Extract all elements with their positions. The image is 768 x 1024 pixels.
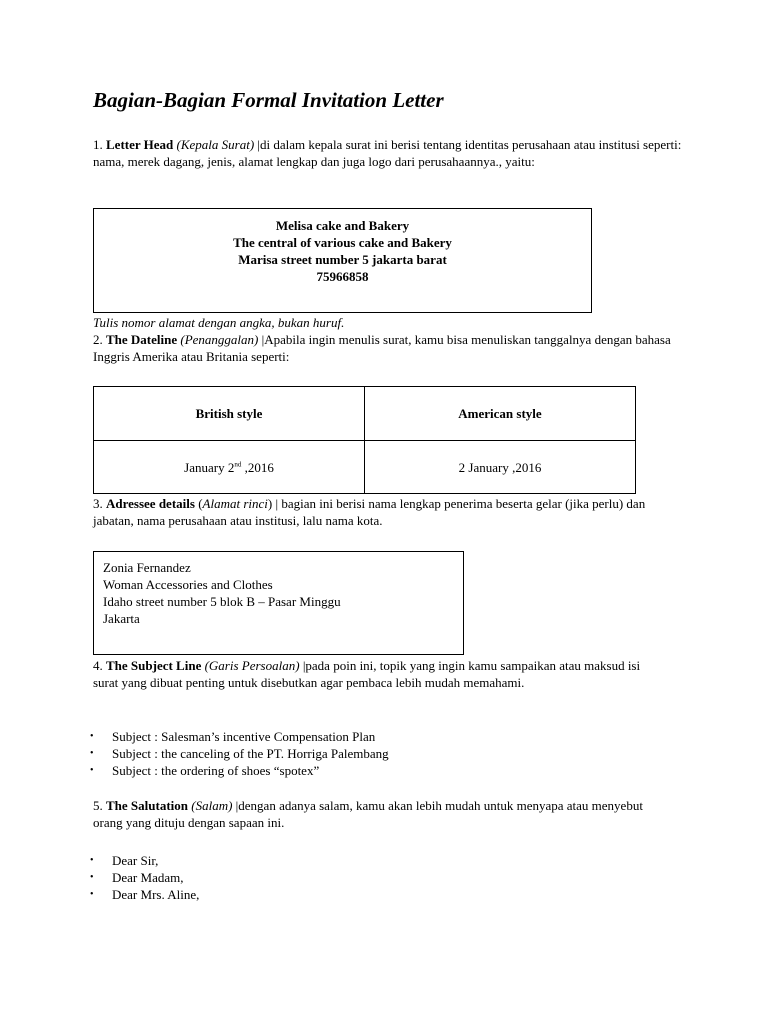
section-term: Letter Head <box>106 137 174 152</box>
bullet-icon: • <box>90 855 94 866</box>
section-addressee: 3. Adressee details (Alamat rinci) | bagian ini berisi nama lengkap penerima beserta gelar (jika perlu) dan jabatan, nama perusahaan atau institusi, lalu nama kota. <box>93 496 646 528</box>
list-item-text: Dear Madam, <box>112 870 184 885</box>
bullet-icon: • <box>90 731 94 742</box>
document-title: Bagian-Bagian Formal Invitation Letter <box>93 88 444 112</box>
list-item <box>90 728 389 745</box>
date-style-table <box>93 386 636 494</box>
list-item <box>90 886 200 903</box>
section-description: |pada poin ini, topik yang ingin kamu sampaikan atau maksud isi surat yang dibuat penting untuk disebutkan agar pembaca lebih mudah memahami. <box>93 658 641 690</box>
list-item <box>90 762 389 779</box>
list-item <box>90 745 389 762</box>
section-description: |dengan adanya salam, kamu akan lebih mudah untuk menyapa atau menyebut orang yang dituju dengan sapaan ini. <box>93 798 643 830</box>
american-date-cell: 2 January ,2016 <box>365 441 636 494</box>
list-item-text: Subject : Salesman’s incentive Compensation Plan <box>112 729 376 744</box>
list-item-text: Subject : the canceling of the PT. Horriga Palembang <box>112 746 389 761</box>
list-item <box>90 869 199 886</box>
british-style-header: British style <box>94 387 365 441</box>
list-item-text: Dear Sir, <box>112 853 159 868</box>
address-company: Woman Accessories and Clothes <box>103 577 273 592</box>
table-row <box>94 441 636 494</box>
american-style-header: American style <box>365 387 636 441</box>
salutation-list <box>90 852 200 903</box>
section-translation: (Penanggalan) <box>180 332 259 347</box>
section-description: | bagian ini berisi nama lengkap penerima beserta gelar (jika perlu) dan jabatan, nama perusahaan atau institusi, lalu nama kota. <box>93 496 646 528</box>
bullet-icon: • <box>90 889 94 900</box>
section-term: The Dateline <box>106 332 178 347</box>
letterhead-tagline: The central of various cake and Bakery <box>233 235 452 250</box>
british-date-text: January 2 <box>184 459 235 475</box>
section-translation: (Kepala Surat) <box>176 137 255 152</box>
section-description: |Apabila ingin menulis surat, kamu bisa menuliskan tanggalnya dengan bahasa Inggris Amerika atau Britania seperti: <box>93 332 671 364</box>
address-city: Jakarta <box>103 611 140 626</box>
address-name: Zonia Fernandez <box>103 560 191 575</box>
list-item-text: Dear Mrs. Aline, <box>112 887 200 902</box>
section-salutation <box>93 797 668 831</box>
list-item <box>90 852 199 869</box>
section-number: 2. <box>93 332 103 347</box>
section-number: 4. <box>93 658 103 673</box>
bullet-icon: • <box>90 765 94 776</box>
address-box <box>93 551 464 655</box>
ordinal-suffix: nd <box>234 460 242 469</box>
letterhead-box <box>93 208 592 313</box>
address-street: Idaho street number 5 blok B – Pasar Minggu <box>103 594 341 609</box>
list-item-text: Subject : the ordering of shoes “spotex” <box>112 763 320 778</box>
section-number: 1. <box>93 137 103 152</box>
section-letter-head <box>93 136 683 170</box>
section-description: |di dalam kepala surat ini berisi tentang identitas perusahaan atau institusi seperti: nama, merek dagang, jenis, alamat lengkap dan juga logo dari perusahaannya., yaitu: <box>93 137 682 169</box>
british-date-year: ,2016 <box>241 459 274 475</box>
section-term: Adressee details <box>106 496 195 511</box>
bullet-icon: • <box>90 748 94 759</box>
section-translation: Alamat rinci <box>202 496 268 511</box>
section-translation: (Garis Persoalan) <box>204 658 300 673</box>
british-date-cell <box>94 441 365 494</box>
section-term: The Salutation <box>106 798 188 813</box>
table-header-row <box>94 387 636 441</box>
subject-list <box>90 728 389 779</box>
section-term: The Subject Line <box>106 658 202 673</box>
section-number: 5. <box>93 798 103 813</box>
section-dateline <box>93 331 683 365</box>
section-translation: (Salam) <box>191 798 233 813</box>
letterhead-phone: 75966858 <box>316 269 369 284</box>
letterhead-address: Marisa street number 5 jakarta barat <box>238 252 447 267</box>
section-subject-line <box>93 657 668 691</box>
letterhead-note <box>93 314 683 331</box>
letterhead-company-name: Melisa cake and Bakery <box>275 218 410 233</box>
section-number: 3. <box>93 496 103 511</box>
bullet-icon: • <box>90 872 94 883</box>
note-text: Tulis nomor alamat dengan angka, bukan huruf. <box>93 315 345 330</box>
